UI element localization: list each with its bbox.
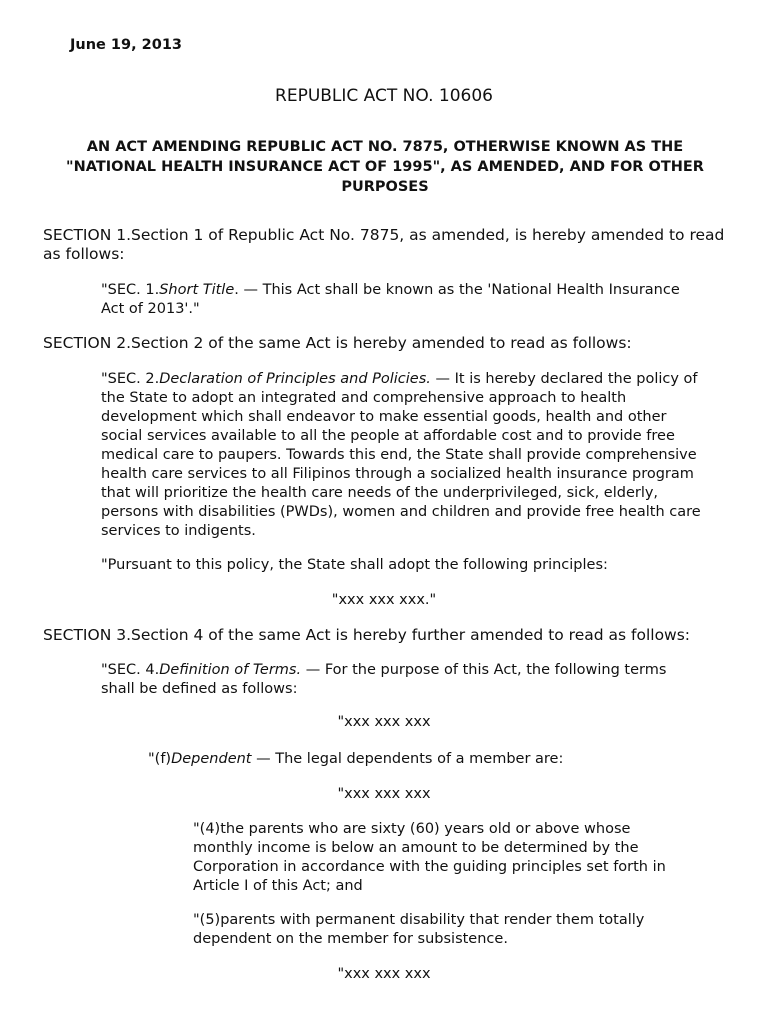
act-title: AN ACT AMENDING REPUBLIC ACT NO. 7875, OTHERWISE KNOWN AS THE "NATIONAL HEALTH INSURANCE ACT OF 1995", AS AMENDED, AND FOR OTHER PURPOSES: [66, 139, 704, 195]
quote-heading: Short Title: [159, 282, 235, 298]
section-1-text: SECTION 1.Section 1 of Republic Act No. 7875, as amended, is hereby amended to read as follows:: [43, 226, 725, 263]
quote-heading: Declaration of Principles and Policies.: [159, 371, 431, 387]
section-3-omitted-2: "xxx xxx xxx: [337, 786, 431, 802]
section-2-pursuant: "Pursuant to this policy, the State shall adopt the following principles:: [101, 557, 608, 573]
section-3-omitted-3: "xxx xxx xxx: [337, 966, 431, 982]
dependent-prefix: "(f): [148, 751, 172, 767]
quote-prefix: "SEC. 2.: [101, 371, 160, 387]
quote-heading: Definition of Terms.: [159, 662, 302, 678]
dependent-definition: [148, 750, 708, 769]
quote-body: — For the purpose of this Act, the following terms shall be defined as follows:: [101, 662, 667, 697]
quote-prefix: "SEC. 4.: [101, 662, 160, 678]
section-3-text: SECTION 3.Section 4 of the same Act is hereby further amended to read as follows:: [43, 626, 691, 644]
document-date: June 19, 2013: [70, 37, 183, 53]
dependent-heading: Dependent: [171, 751, 252, 767]
section-3-quote: [101, 661, 701, 699]
section-2-omitted: "xxx xxx xxx.": [331, 592, 437, 608]
section-2-quote: [101, 370, 701, 541]
dependent-item-4: "(4)the parents who are sixty (60) years old or above whose monthly income is below an amount to be determined by the Corporation in accordance with the guiding principles set forth in Article I of this Act; and: [193, 821, 666, 894]
act-number: REPUBLIC ACT NO. 10606: [275, 86, 493, 106]
dependent-item-5: "(5)parents with permanent disability that render them totally dependent on the member for subsistence.: [193, 912, 645, 947]
section-3-omitted-1: "xxx xxx xxx: [337, 714, 431, 730]
section-1-quote: [101, 281, 701, 319]
section-2-text: SECTION 2.Section 2 of the same Act is hereby amended to read as follows:: [43, 334, 632, 352]
dependent-body: — The legal dependents of a member are:: [251, 751, 564, 767]
quote-body: . — This Act shall be known as the 'National Health Insurance Act of 2013'.": [101, 282, 680, 317]
quote-prefix: "SEC. 1.: [101, 282, 160, 298]
quote-body: — It is hereby declared the policy of the State to adopt an integrated and comprehensive approach to health development which shall endeavor to make essential goods, health and other social services available to all the people at affordable cost and to provide free medical care to paupers. Towards this end, the State shall provide comprehensive health care services to all Filipinos through a socialized health insurance program that will prioritize the health care needs of the underprivileged, sick, elderly, persons with disabilities (PWDs), women and children and provide free health care services to indigents.: [101, 371, 701, 539]
